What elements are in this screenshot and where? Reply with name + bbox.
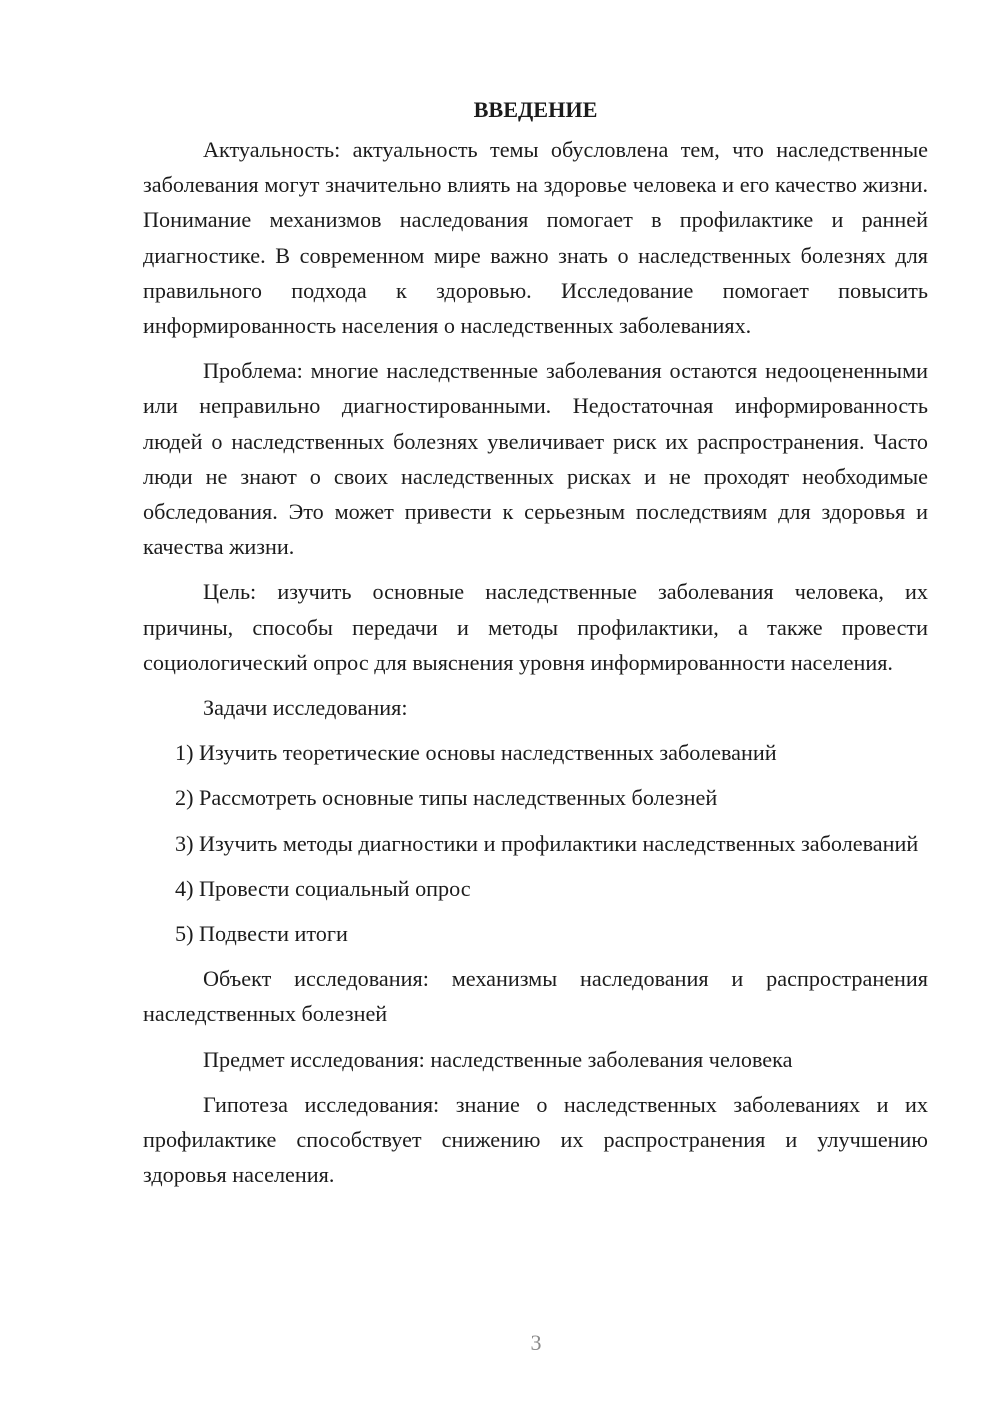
paragraph-relevance: Актуальность: актуальность темы обусловлена тем, что наследственные заболевания могут значительно влиять на здоровье человека и его качество жизни. Понимание механизмов наследования помогает в профилактике и ранней диагностике. В современном мире важно знать о наследственных болезнях для правильного подхода к здоровью. Исследование помогает повысить информированность населения о наследственных заболеваниях. [143,137,928,339]
document-page [143,92,928,1202]
paragraph-problem: Проблема: многие наследственные заболевания остаются недооцененными или неправильно диагностированными. Недостаточная информированность людей о наследственных болезнях увеличивает риск их распространения. Часто люди не знают о своих наследственных рисках и не проходят необходимые обследования. Это может привести к серьезным последствиям для здоровья и качества жизни. [143,358,928,560]
paragraph-hypothesis: Гипотеза исследования: знание о наследственных заболеваниях и их профилактике способствует снижению их распространения и улучшению здоровья населения. [143,1091,928,1188]
task-item: 4) Провести социальный опрос [175,875,471,901]
page-number: 3 [530,1330,542,1355]
task-item: 1) Изучить теоретические основы наследственных заболеваний [175,740,777,766]
paragraph-object: Объект исследования: механизмы наследования и распространения наследственных болезней [143,966,928,1027]
paragraph-goal: Цель: изучить основные наследственные заболевания человека, их причины, способы передачи и методы профилактики, а также провести социологический опрос для выяснения уровня информированности населения. [143,579,928,675]
page-title: ВВЕДЕНИЕ [473,97,598,122]
paragraph-tasks-heading: Задачи исследования: [203,695,408,721]
paragraph-subject: Предмет исследования: наследственные заболевания человека [203,1046,793,1072]
task-item: 5) Подвести итоги [175,921,348,947]
task-item: 3) Изучить методы диагностики и профилактики наследственных заболеваний [175,830,919,856]
task-item: 2) Рассмотреть основные типы наследственных болезней [175,785,718,811]
